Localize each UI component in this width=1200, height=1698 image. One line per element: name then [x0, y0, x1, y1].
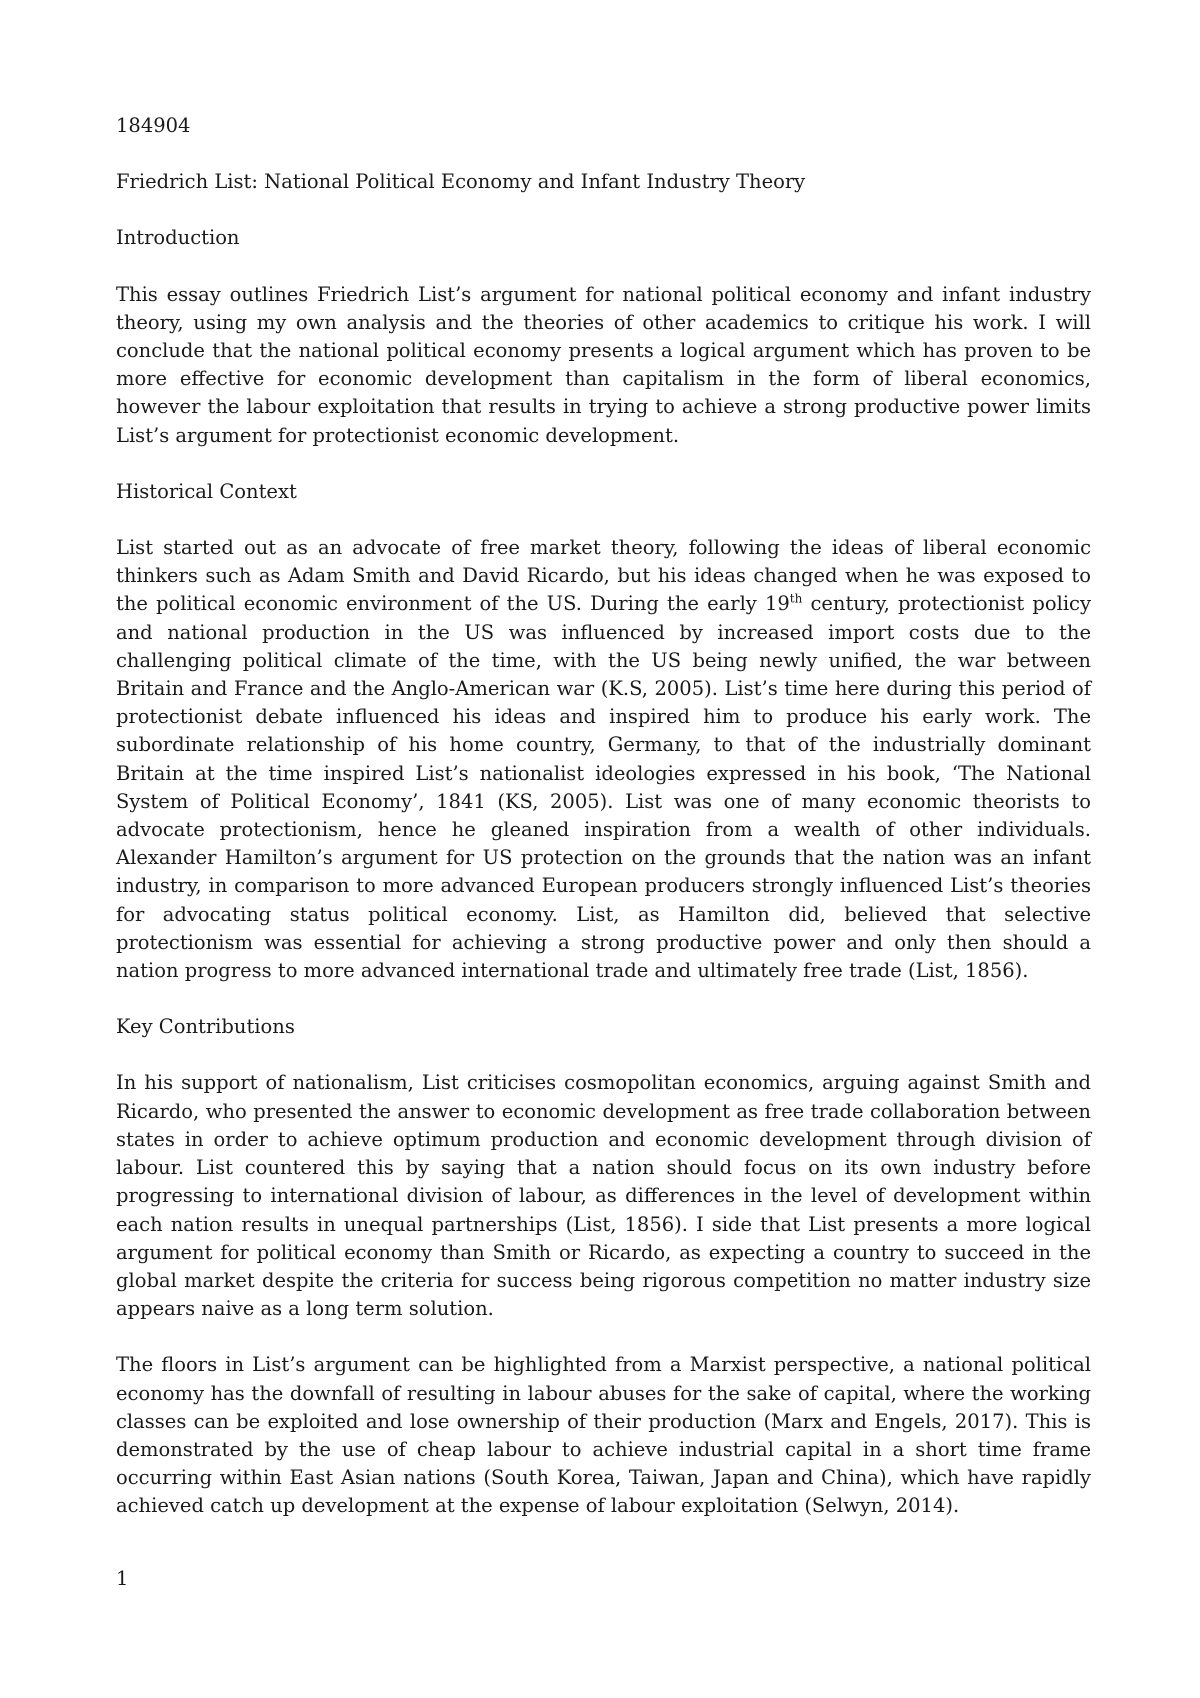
page-number: 1 — [116, 1567, 129, 1590]
ordinal-superscript: th — [789, 591, 803, 606]
student-id: 184904 — [116, 114, 191, 137]
key-contributions-paragraph-2: The floors in List’s argument can be highlighted from a Marxist perspective, a national political economy has the downfall of resulting in labour abuses for the sake of capital, where the working classes can be exploited and lose ownership of their production (Marx and Engels, 2017). This is demonstrated by the use of cheap labour to achieve industrial capital in a short time frame occurring within East Asian nations (South Korea, Taiwan, Japan and China), which have rapidly achieved catch up development at the expense of labour exploitation (Selwyn, 2014). — [116, 1353, 1091, 1518]
key-contributions-paragraph-1: In his support of nationalism, List criticises cosmopolitan economics, arguing against Smith and Ricardo, who presented the answer to economic development as free trade collaboration between states in order to achieve optimum production and economic development through division of labour. List countered this by saying that a nation should focus on its own industry before progressing to international division of labour, as differences in the level of development within each nation results in unequal partnerships (List, 1856). I side that List presents a more logical argument for political economy than Smith or Ricardo, as expecting a country to succeed in the global market despite the criteria for success being rigorous competition no matter industry size appears naive as a long term solution. — [116, 1071, 1091, 1321]
section-heading-historical-context: Historical Context — [116, 479, 297, 503]
section-heading-key-contributions: Key Contributions — [116, 1015, 295, 1039]
introduction-paragraph: This essay outlines Friedrich List’s argument for national political economy and infant industry theory, using my own analysis and the theories of other academics to critique his work. I will conclude that the national political economy presents a logical argument which has proven to be more effective for economic development than capitalism in the form of liberal economics, however the labour exploitation that results in trying to achieve a strong productive power limits List’s argument for protectionist economic development. — [116, 282, 1091, 447]
historical-context-text-end: century, protectionist policy and national production in the US was influenced by increased import costs due to the challenging political climate of the time, with the US being newly unified, the war between Britain and France and the Anglo-American war (K.S, 2005). List’s time here during this period of protectionist debate influenced his ideas and inspired him to produce his early work. The subordinate relationship of his home country, Germany, to that of the industrially dominant Britain at the time inspired List’s nationalist ideologies expressed in his book, ‘The National System of Political Economy’, 1841 (KS, 2005). List was one of many economic theorists to advocate protectionism, hence he gleaned inspiration from a wealth of other individuals. Alexander Hamilton’s argument for US protection on the grounds that the nation was an infant industry, in comparison to more advanced European producers strongly influenced List’s theories for advocating status political economy. List, as Hamilton did, believed that selective protectionism was essential for achieving a strong productive power and only then should a nation progress to more advanced international trade and ultimately free trade (List, 1856). — [116, 592, 1091, 983]
historical-context-text-start: List started out as an advocate of free market theory, following the ideas of liberal economic thinkers such as Adam Smith and David Ricardo, but his ideas changed when he was exposed to the political economic environment of the US. During the early 19 — [116, 536, 1091, 616]
document-body — [116, 112, 1091, 1549]
section-heading-introduction: Introduction — [116, 226, 240, 250]
historical-context-paragraph — [116, 534, 1091, 985]
document-title: Friedrich List: National Political Economy and Infant Industry Theory — [116, 170, 806, 194]
